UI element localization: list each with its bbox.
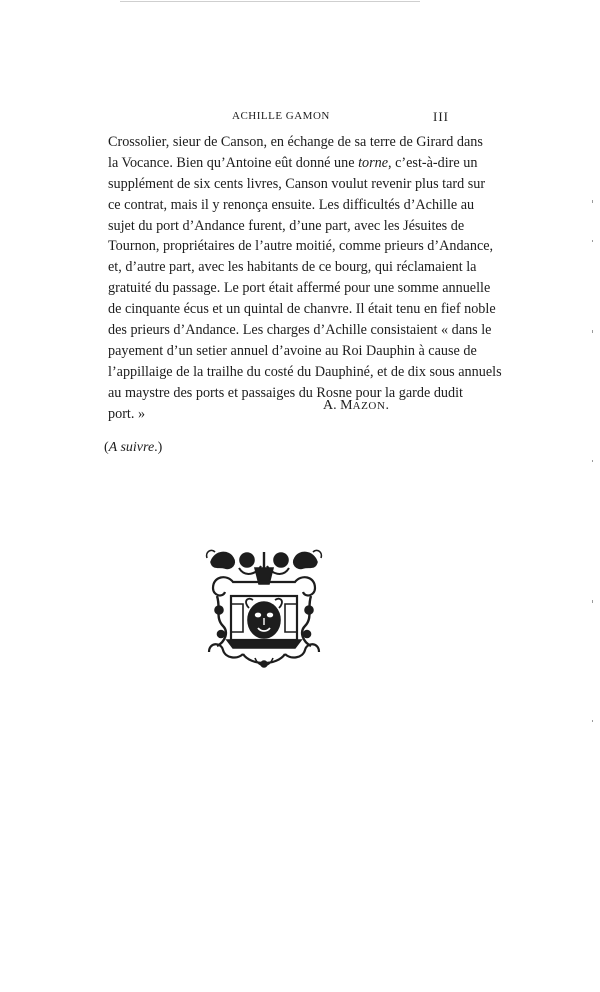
running-head-title: ACHILLE GAMON [232,110,330,122]
to-be-continued-italic: A suivre [108,440,155,455]
top-edge-rule [120,1,420,2]
to-be-continued-note [104,440,162,456]
text-line: l’appillaige de la trailhe du costé du Dauphiné, et de dix sous annuels [108,363,502,380]
text-line: ce contrat, mais il y renonça ensuite. Les difficultés d’Achille au [108,196,475,213]
text-segment: , c’est-à-dire un [388,154,478,171]
grotesque-mask-vignette-icon [203,548,325,670]
author-signature [323,398,389,414]
text-line [108,153,478,174]
text-line: gratuité du passage. Le port était affermé pour une somme annuelle [108,280,491,297]
page-edge-marks [592,200,594,760]
signature-surname-smallcaps: AZON [352,400,386,412]
text-line: et, d’autre part, avec les habitants de ce bourg, qui réclamaient la [108,259,477,276]
body-paragraph [108,132,502,424]
text-line: des prieurs d’Andance. Les charges d’Achille consistaient « dans le [108,322,492,339]
paren-open: ( [104,440,109,455]
text-line: sujet du port d’Andance furent, d’une part, avec les Jésuites de [108,217,465,234]
page-number: III [433,109,449,124]
signature-initial: A. M [323,398,353,413]
signature-period: . [385,398,390,413]
text-line: au maystre des ports et passaiges du Rosne pour la garde dudit [108,384,463,401]
text-line: payement d’un setier annuel d’avoine au Roi Dauphin à cause de [108,342,477,359]
paren-close: .) [154,440,163,455]
text-line: supplément de six cents livres, Canson voulut revenir plus tard sur [108,175,486,192]
italic-term: torne [358,154,389,171]
text-line: Tournon, propriétaires de l’autre moitié, comme prieurs d’Andance, [108,238,494,255]
text-segment: la Vocance. Bien qu’Antoine eût donné une [108,154,359,171]
text-line: port. » [108,405,146,422]
text-line: de cinquante écus et un quintal de chanvre. Il était tenu en fief noble [108,301,496,318]
running-head [0,110,600,130]
text-line: Crossolier, sieur de Canson, en échange de sa terre de Girard dans [108,134,483,150]
